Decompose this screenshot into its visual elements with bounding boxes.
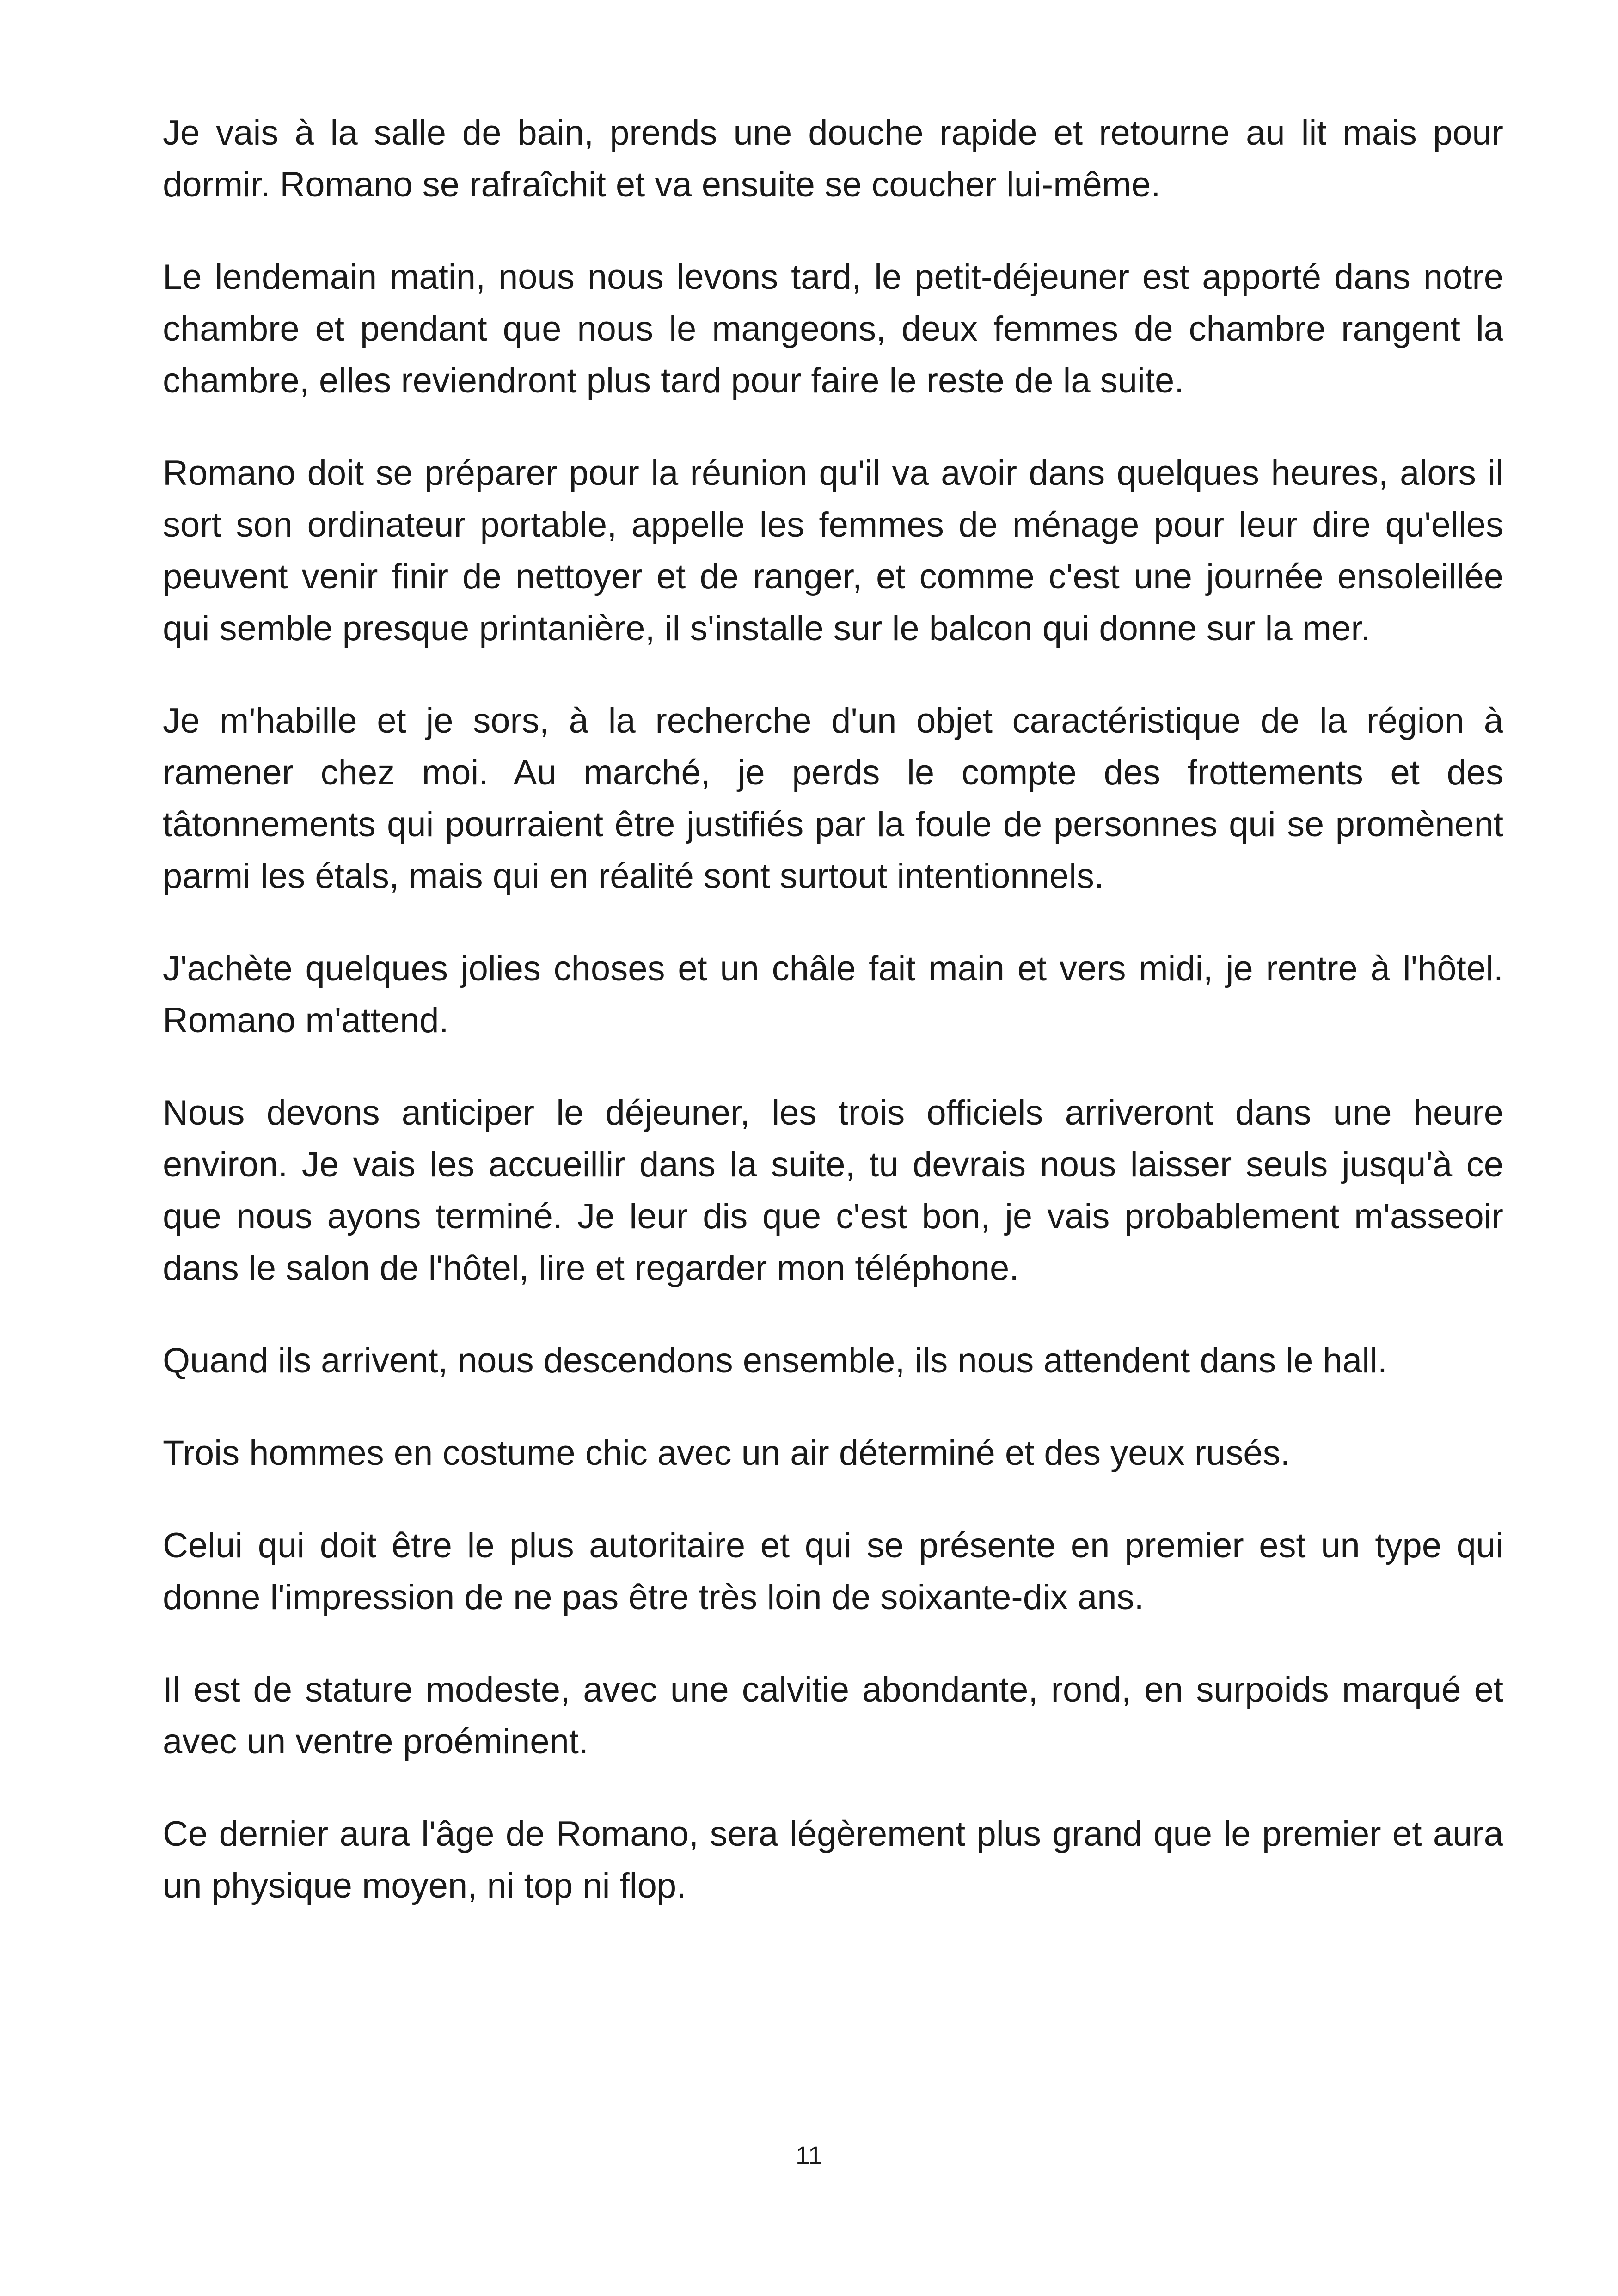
- paragraph: Je m'habille et je sors, à la recherche d'un objet caractéristique de la région à ramener chez moi. Au marché, je perds le compte des frottements et des tâtonnements qui pourraient être justifiés par la foule de personnes qui se promènent parmi les étals, mais qui en réalité sont surtout intentionnels.: [163, 701, 1503, 896]
- paragraph: Ce dernier aura l'âge de Romano, sera légèrement plus grand que le premier et aura un physique moyen, ni top ni flop.: [163, 1814, 1503, 1905]
- paragraph: Quand ils arrivent, nous descendons ensemble, ils nous attendent dans le hall.: [163, 1341, 1387, 1380]
- paragraph: Trois hommes en costume chic avec un air déterminé et des yeux rusés.: [163, 1433, 1290, 1473]
- paragraph: J'achète quelques jolies choses et un châle fait main et vers midi, je rentre à l'hôtel. Romano m'attend.: [163, 949, 1503, 1040]
- page-number: 11: [795, 2141, 823, 2170]
- paragraph: Nous devons anticiper le déjeuner, les trois officiels arriveront dans une heure environ. Je vais les accueillir dans la suite, tu devrais nous laisser seuls jusqu'à ce que nous ayons terminé. Je leur dis que c'est bon, je vais probablement m'asseoir dans le salon de l'hôtel, lire et regarder mon téléphone.: [163, 1093, 1503, 1288]
- paragraph: Il est de stature modeste, avec une calvitie abondante, rond, en surpoids marqué et avec un ventre proéminent.: [163, 1670, 1503, 1761]
- body-text: [163, 107, 1503, 1953]
- paragraph: Celui qui doit être le plus autoritaire et qui se présente en premier est un type qui donne l'impression de ne pas être très loin de soixante-dix ans.: [163, 1526, 1503, 1617]
- paragraph: Le lendemain matin, nous nous levons tard, le petit-déjeuner est apporté dans notre chambre et pendant que nous le mangeons, deux femmes de chambre rangent la chambre, elles reviendront plus tard pour faire le reste de la suite.: [163, 257, 1503, 400]
- paragraph: Romano doit se préparer pour la réunion qu'il va avoir dans quelques heures, alors il sort son ordinateur portable, appelle les femmes de ménage pour leur dire qu'elles peuvent venir finir de nettoyer et de ranger, et comme c'est une journée ensoleillée qui semble presque printanière, il s'installe sur le balcon qui donne sur la mer.: [163, 453, 1503, 648]
- paragraph: Je vais à la salle de bain, prends une douche rapide et retourne au lit mais pour dormir. Romano se rafraîchit et va ensuite se coucher lui-même.: [163, 113, 1503, 204]
